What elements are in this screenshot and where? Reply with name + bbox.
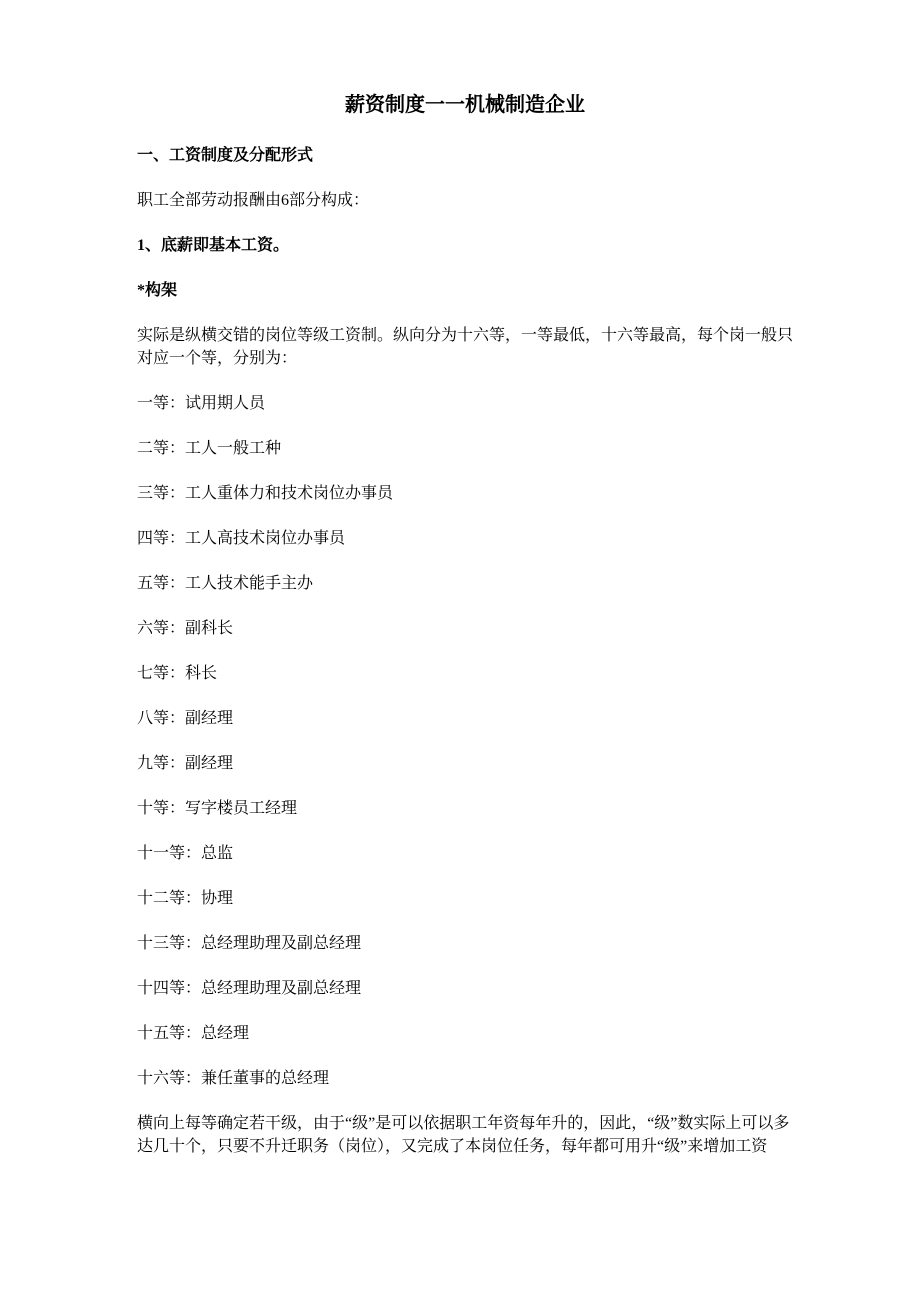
- closing-paragraph: 横向上每等确定若干级，由于“级”是可以依据职工年资每年升的，因此，“级”数实际上可以多达几十个，只要不升迁职务（岗位），又完成了本岗位任务，每年都可用升“级”来增加工资: [137, 1115, 790, 1155]
- page-title: 薪资制度一一机械制造企业: [345, 94, 585, 116]
- intro-paragraph: 职工全部劳动报酬由6部分构成：: [137, 192, 370, 209]
- grade-item: 四等：工人高技术岗位办事员: [137, 530, 346, 547]
- framework-paragraph: 实际是纵横交错的岗位等级工资制。纵向分为十六等，一等最低，十六等最高，每个岗一般只对应一个等，分别为：: [137, 327, 794, 367]
- framework-heading: *构架: [137, 282, 178, 299]
- grade-item: 五等：工人技术能手主办: [137, 575, 314, 592]
- grade-item: 十四等：总经理助理及副总经理: [137, 980, 362, 997]
- section-heading: 一、工资制度及分配形式: [137, 147, 314, 164]
- grade-item: 八等：副经理: [137, 710, 234, 727]
- grade-item: 十六等：兼任董事的总经理: [137, 1070, 330, 1087]
- grade-item: 十五等：总经理: [137, 1025, 250, 1042]
- grade-item: 三等：工人重体力和技术岗位办事员: [137, 485, 394, 502]
- item1-heading: 1、底薪即基本工资。: [137, 237, 290, 254]
- grade-item: 十等：写字楼员工经理: [137, 800, 298, 817]
- grade-item: 十二等：协理: [137, 890, 234, 907]
- grade-item: 六等：副科长: [137, 620, 234, 637]
- grade-item: 十三等：总经理助理及副总经理: [137, 935, 362, 952]
- grade-item: 十一等：总监: [137, 845, 234, 862]
- grade-item: 九等：副经理: [137, 755, 234, 772]
- grade-item: 一等：试用期人员: [137, 395, 266, 412]
- grade-item: 七等：科长: [137, 665, 218, 682]
- grade-item: 二等：工人一般工种: [137, 440, 282, 457]
